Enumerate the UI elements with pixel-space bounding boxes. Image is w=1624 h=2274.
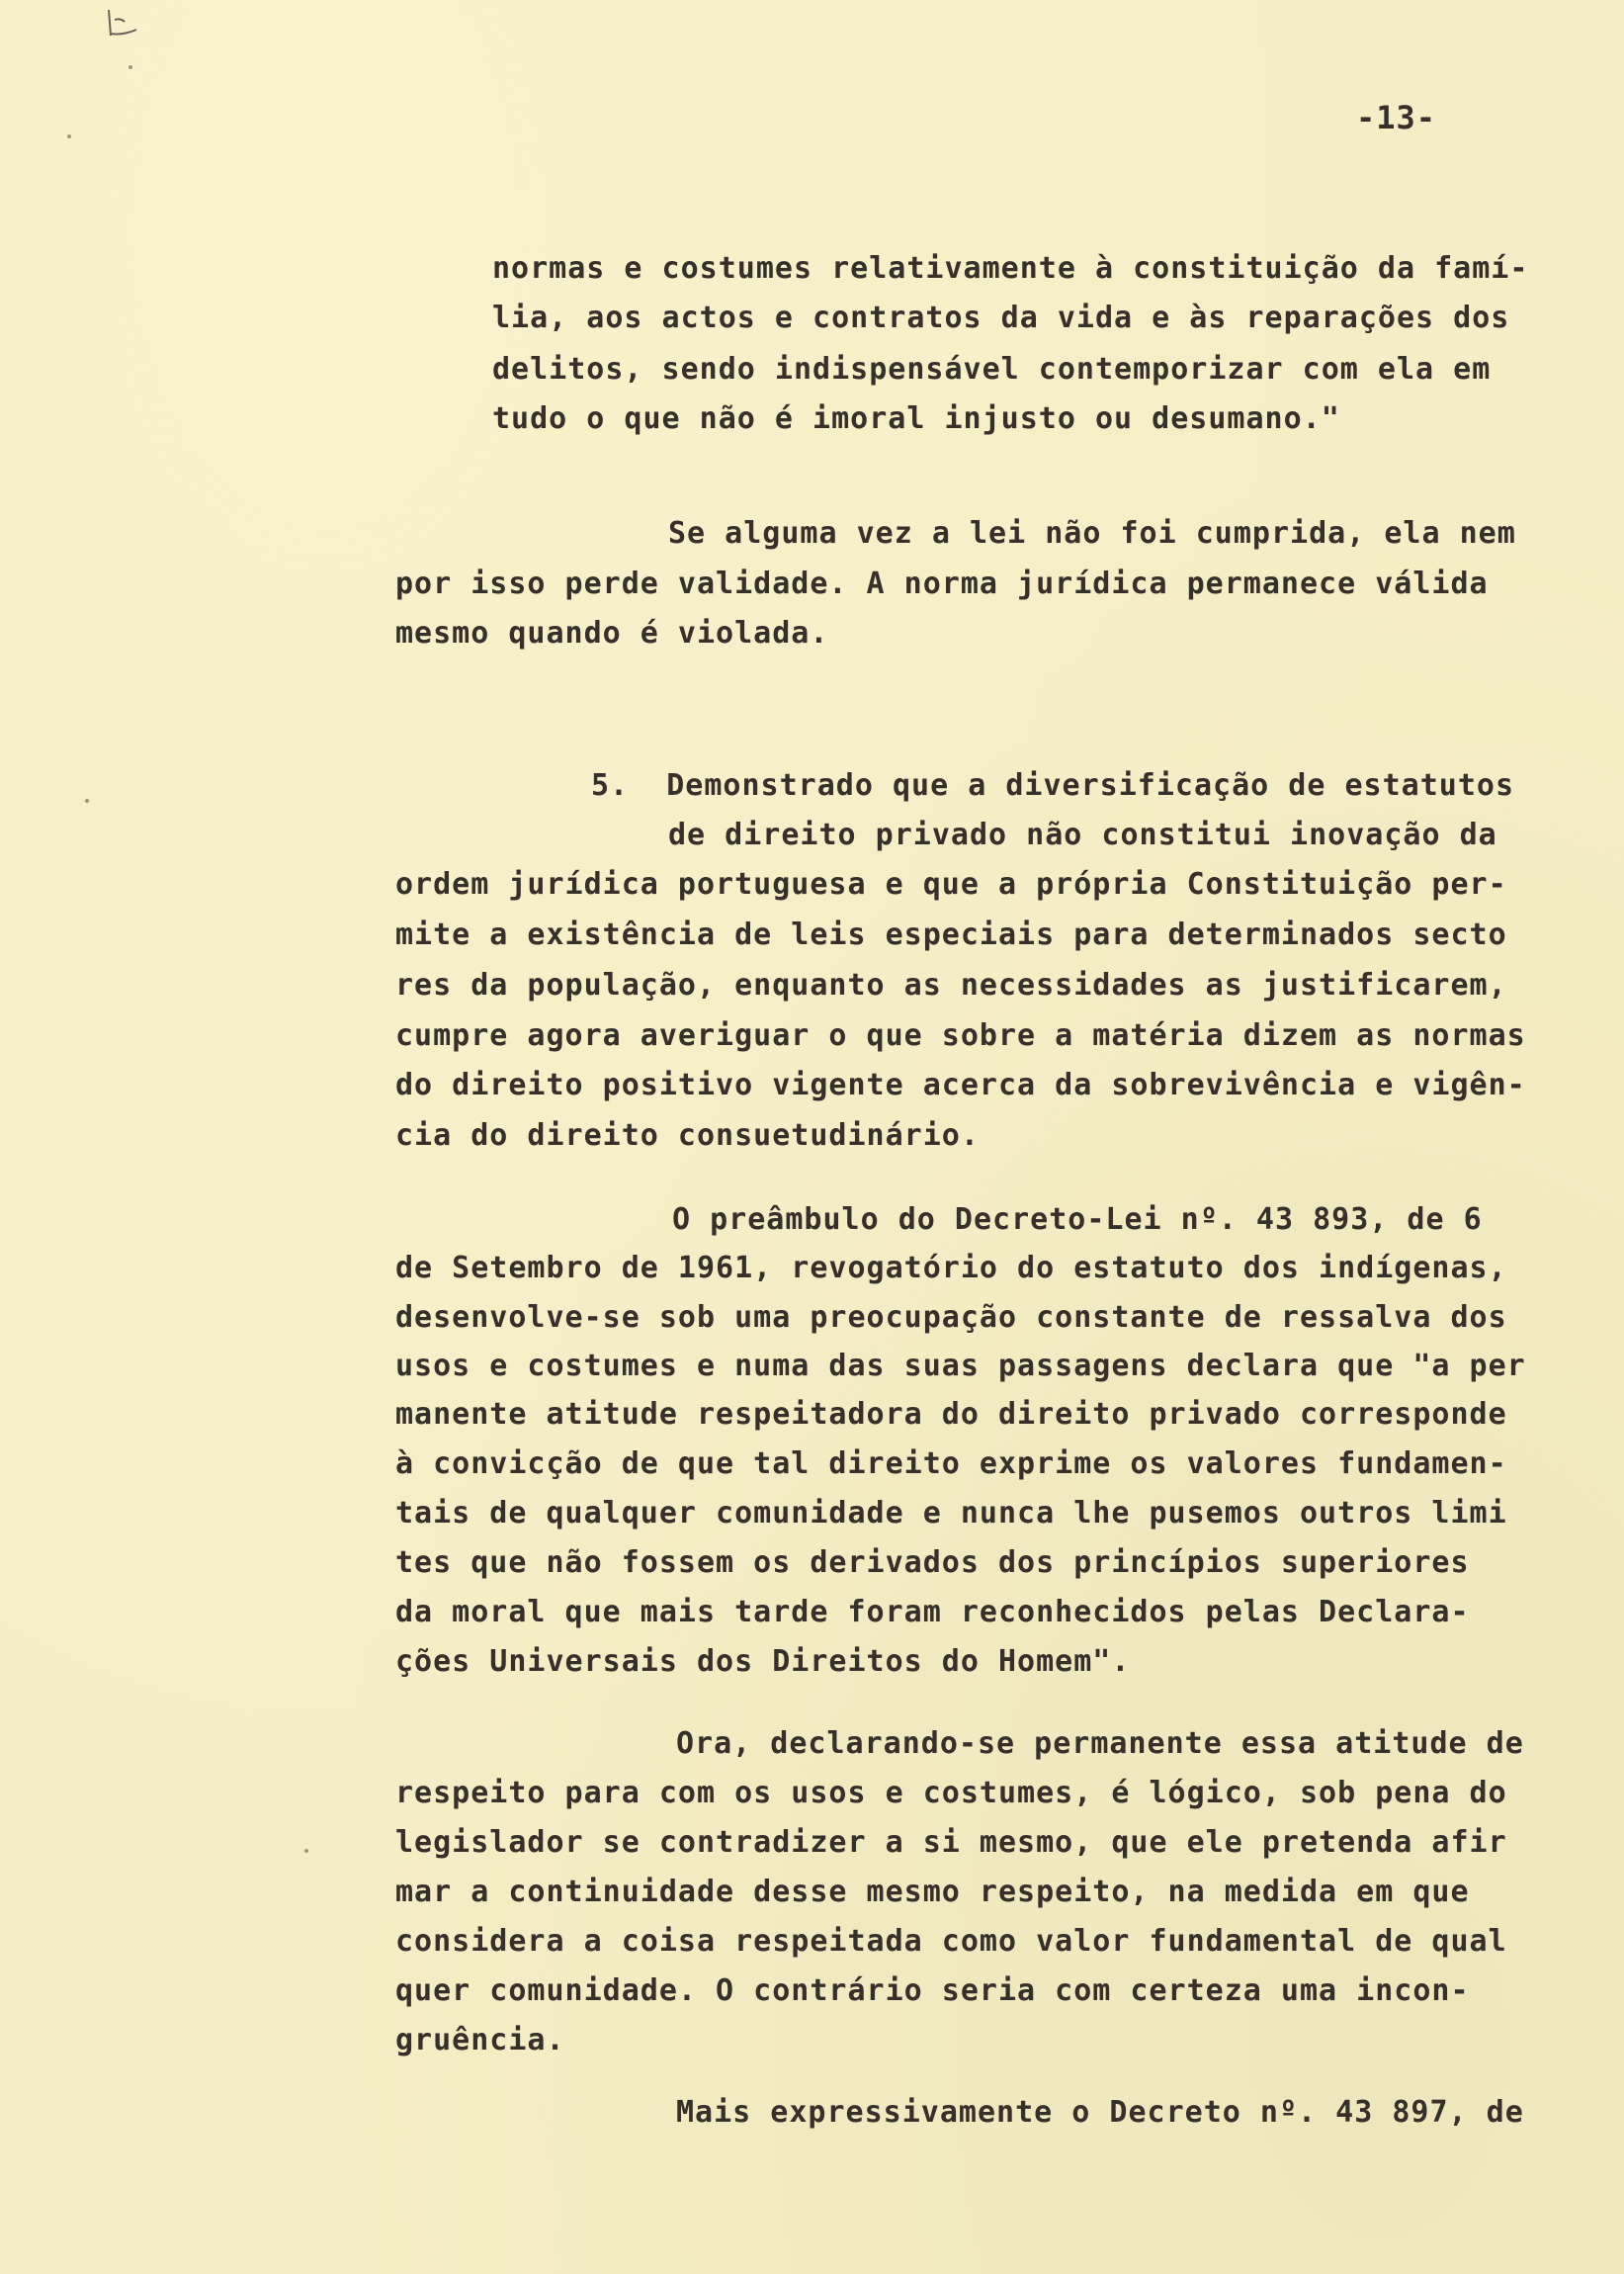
text-line: respeito para com os usos e costumes, é lógico, sob pena do [395, 1776, 1507, 1810]
pencil-mark-icon [103, 6, 142, 42]
paper-speck [128, 65, 132, 69]
text-line: da moral que mais tarde foram reconhecidos pelas Declara- [395, 1595, 1470, 1629]
text-line: 5. Demonstrado que a diversificação de estatutos [591, 768, 1515, 803]
text-line: tais de qualquer comunidade e nunca lhe pusemos outros limi [395, 1496, 1507, 1531]
page-number: -13- [1356, 99, 1437, 136]
text-line: Se alguma vez a lei não foi cumprida, ela nem [668, 516, 1516, 551]
paper-speck [85, 799, 89, 803]
text-line: tudo o que não é imoral injusto ou desumano." [492, 401, 1340, 436]
text-line: tes que não fossem os derivados dos princípios superiores [395, 1545, 1470, 1580]
text-line: ordem jurídica portuguesa e que a própria Constituição per- [395, 867, 1507, 902]
text-line: mar a continuidade desse mesmo respeito, na medida em que [395, 1875, 1470, 1909]
text-line: Ora, declarando-se permanente essa atitude de [676, 1726, 1524, 1761]
text-line: mesmo quando é violada. [395, 616, 829, 651]
paper-speck [67, 134, 71, 138]
text-line: cumpre agora averiguar o que sobre a matéria dizem as normas [395, 1018, 1526, 1053]
text-line: delitos, sendo indispensável contemporizar com ela em [492, 352, 1492, 387]
text-line: quer comunidade. O contrário seria com certeza uma incon- [395, 1973, 1470, 2008]
text-line: usos e costumes e numa das suas passagens declara que "a per [395, 1349, 1526, 1383]
text-line: O preâmbulo do Decreto-Lei nº. 43 893, de 6 [672, 1202, 1483, 1237]
text-line: res da população, enquanto as necessidades as justificarem, [395, 968, 1507, 1003]
text-line: ções Universais dos Direitos do Homem". [395, 1644, 1131, 1679]
text-line: desenvolve-se sob uma preocupação constante de ressalva dos [395, 1300, 1507, 1335]
text-line: de direito privado não constitui inovação da [668, 818, 1497, 852]
text-line: lia, aos actos e contratos da vida e às reparações dos [492, 301, 1510, 335]
text-line: manente atitude respeitadora do direito privado corresponde [395, 1397, 1507, 1432]
text-line: considera a coisa respeitada como valor fundamental de qual [395, 1924, 1507, 1959]
text-line: legislador se contradizer a si mesmo, que ele pretenda afir [395, 1825, 1507, 1860]
text-line: do direito positivo vigente acerca da sobrevivência e vigên- [395, 1068, 1526, 1102]
paper-speck [304, 1849, 308, 1853]
text-line: Mais expressivamente o Decreto nº. 43 897, de [676, 2095, 1524, 2130]
text-line: cia do direito consuetudinário. [395, 1118, 980, 1153]
text-line: por isso perde validade. A norma jurídica permanece válida [395, 567, 1489, 601]
text-line: de Setembro de 1961, revogatório do estatuto dos indígenas, [395, 1251, 1507, 1285]
text-line: mite a existência de leis especiais para determinados secto [395, 918, 1507, 952]
text-line: gruência. [395, 2023, 565, 2057]
text-line: normas e costumes relativamente à constituição da famí- [492, 251, 1529, 286]
text-line: à convicção de que tal direito exprime os valores fundamen- [395, 1446, 1507, 1481]
